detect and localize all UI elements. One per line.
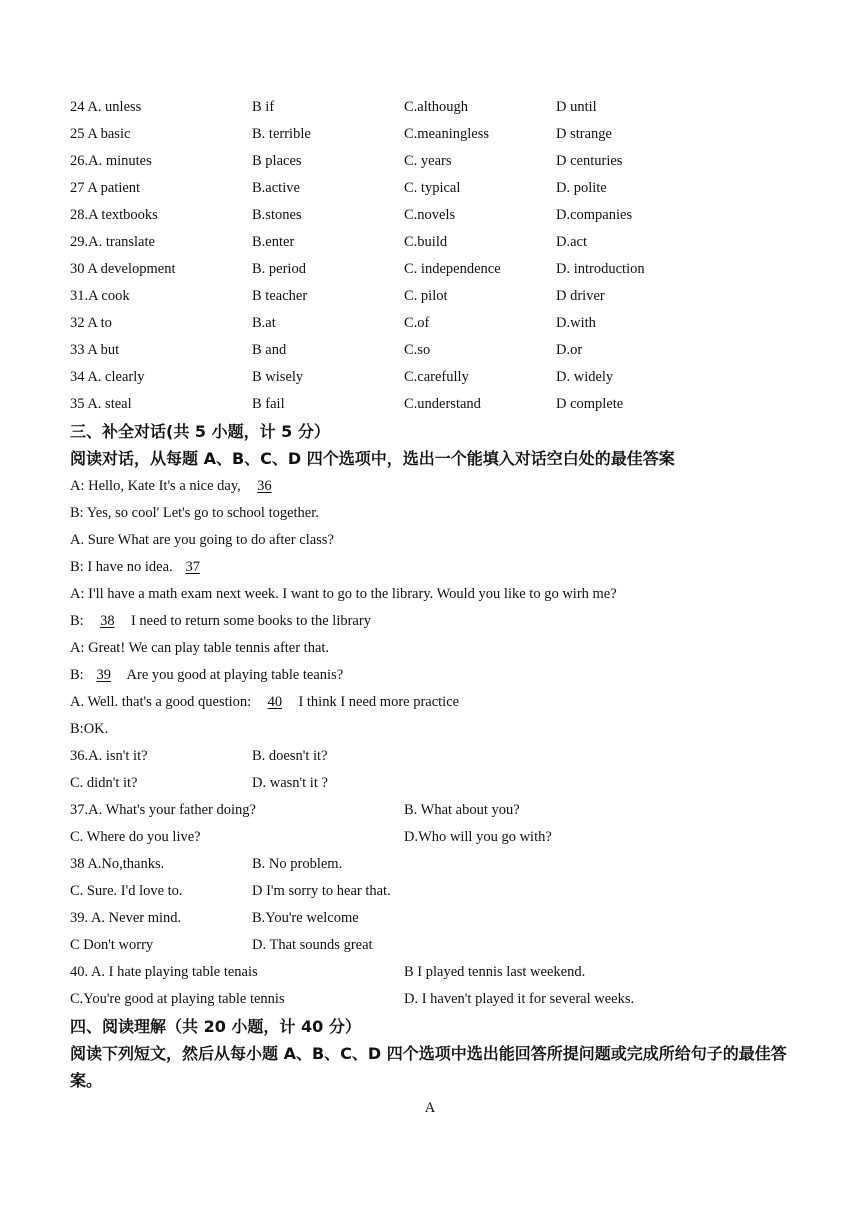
option-d: D centuries	[556, 153, 623, 169]
dialogue-line-3: A. Sure What are you going to do after class?	[70, 532, 334, 548]
dialogue-text: B:	[70, 613, 84, 629]
option-a: 35 A. steal	[70, 396, 132, 412]
dialogue-line-10: B:OK.	[70, 721, 109, 737]
option-d: D complete	[556, 396, 624, 412]
option-c: C.although	[404, 99, 469, 115]
option-b: B.at	[252, 315, 276, 331]
option-a: 38 A.No,thanks.	[70, 856, 165, 872]
dialogue-text: Are you good at playing table teanis?	[126, 667, 344, 683]
option-c: C.meaningless	[404, 126, 489, 142]
option-d: D.Who will you go with?	[404, 829, 552, 845]
option-row-40-cd	[0, 986, 860, 1013]
option-row-39	[0, 905, 860, 932]
option-b: B wisely	[252, 369, 304, 385]
option-row-34	[0, 364, 860, 391]
section-3-instruction: 阅读对话，从每题 A、B、C、D 四个选项中，选出一个能填入对话空白处的最佳答案	[70, 449, 675, 468]
option-row-32	[0, 310, 860, 337]
dialogue-line-1	[70, 473, 790, 500]
option-b: B. What about you?	[404, 802, 520, 818]
option-c: C.carefully	[404, 369, 469, 385]
section-4-title: 四、阅读理解（共 20 小题，计 40 分）	[70, 1017, 361, 1036]
option-a: 25 A basic	[70, 126, 131, 142]
option-c: C. pilot	[404, 288, 448, 304]
option-a: 29.A. translate	[70, 234, 155, 250]
option-row-26	[0, 148, 860, 175]
option-a: 28.A textbooks	[70, 207, 158, 223]
dialogue-text: A: Hello, Kate It's a nice day,	[70, 478, 241, 494]
option-c: C. years	[404, 153, 452, 169]
option-c: C.understand	[404, 396, 481, 412]
dialogue-line-9	[70, 689, 790, 716]
option-b: B if	[252, 99, 275, 115]
option-c: C Don't worry	[70, 937, 154, 953]
option-d: D. polite	[556, 180, 607, 196]
option-row-36-cd	[0, 770, 860, 797]
option-b: B. period	[252, 261, 306, 277]
option-d: D. introduction	[556, 261, 645, 277]
option-c: C. typical	[404, 180, 461, 196]
option-b: B. doesn't it?	[252, 748, 328, 764]
option-row-31	[0, 283, 860, 310]
option-d: D.with	[556, 315, 596, 331]
option-d: D.act	[556, 234, 587, 250]
option-c: C.so	[404, 342, 431, 358]
dialogue-text: I need to return some books to the library	[130, 613, 371, 629]
blank-40: 40	[267, 694, 283, 710]
option-row-35	[0, 391, 860, 418]
option-c: C.of	[404, 315, 430, 331]
blank-39: 39	[96, 667, 111, 683]
option-row-39-cd	[0, 932, 860, 959]
option-d: D until	[556, 99, 597, 115]
option-d: D.companies	[556, 207, 633, 223]
option-b: B. terrible	[252, 126, 311, 142]
option-row-40	[0, 959, 860, 986]
option-row-28	[0, 202, 860, 229]
option-row-36	[0, 743, 860, 770]
dialogue-line-8	[70, 662, 790, 689]
section-4-instruction: 阅读下列短文，然后从每小题 A、B、C、D 四个选项中选出能回答所提问题或完成所给句子的最佳答案。	[70, 1044, 787, 1090]
option-b: B fail	[252, 396, 285, 412]
option-a: 24 A. unless	[70, 99, 142, 115]
option-row-24	[0, 94, 860, 121]
option-row-37-cd	[0, 824, 860, 851]
blank-37: 37	[185, 559, 200, 575]
option-row-27	[0, 175, 860, 202]
option-b: B.active	[252, 180, 300, 196]
option-b: B.You're welcome	[252, 910, 359, 926]
dialogue-line-5: A: I'll have a math exam next week. I want to go to the library. Would you like to go wirh me?	[70, 586, 617, 602]
option-d: D. That sounds great	[252, 937, 373, 953]
option-a: 30 A development	[70, 261, 176, 277]
option-d: D. I haven't played it for several weeks.	[404, 991, 635, 1007]
blank-36: 36	[257, 478, 272, 494]
section-3-title: 三、补全对话(共 5 小题，计 5 分）	[70, 422, 330, 441]
dialogue-line-7: A: Great! We can play table tennis after that.	[70, 640, 330, 656]
blank-38: 38	[100, 613, 115, 629]
option-row-30	[0, 256, 860, 283]
option-d: D.or	[556, 342, 583, 358]
option-a: 26.A. minutes	[70, 153, 152, 169]
option-row-25	[0, 121, 860, 148]
option-c: C. independence	[404, 261, 501, 277]
option-c: C. Sure. I'd love to.	[70, 883, 183, 899]
dialogue-text: B: I have no idea.	[70, 559, 173, 575]
option-c: C. Where do you live?	[70, 829, 201, 845]
option-row-33	[0, 337, 860, 364]
option-a: 32 A to	[70, 315, 112, 331]
option-b: B places	[252, 153, 302, 169]
option-a: 27 A patient	[70, 180, 141, 196]
option-d: D. widely	[556, 369, 614, 385]
option-a: 34 A. clearly	[70, 369, 145, 385]
dialogue-text: A. Well. that's a good question:	[70, 694, 252, 710]
option-b: B.enter	[252, 234, 295, 250]
option-row-29	[0, 229, 860, 256]
dialogue-line-6	[70, 608, 790, 635]
option-d: D. wasn't it ?	[252, 775, 328, 791]
option-d: D driver	[556, 288, 605, 304]
option-a: 36.A. isn't it?	[70, 748, 148, 764]
passage-label: A	[424, 1100, 436, 1116]
dialogue-text: B:	[70, 667, 84, 683]
option-c: C.novels	[404, 207, 456, 223]
option-b: B teacher	[252, 288, 308, 304]
option-row-38	[0, 851, 860, 878]
option-b: B and	[252, 342, 287, 358]
option-b: B I played tennis last weekend.	[404, 964, 586, 980]
option-d: D strange	[556, 126, 612, 142]
option-c: C.build	[404, 234, 448, 250]
option-row-37	[0, 797, 860, 824]
option-c: C.You're good at playing table tennis	[70, 991, 285, 1007]
dialogue-line-4	[70, 554, 790, 581]
option-a: 39. A. Never mind.	[70, 910, 182, 926]
option-a: 37.A. What's your father doing?	[70, 802, 256, 818]
option-a: 31.A cook	[70, 288, 130, 304]
option-b: B. No problem.	[252, 856, 343, 872]
option-c: C. didn't it?	[70, 775, 138, 791]
option-d: D I'm sorry to hear that.	[252, 883, 391, 899]
option-b: B.stones	[252, 207, 302, 223]
option-a: 40. A. I hate playing table tenais	[70, 964, 258, 980]
dialogue-line-2: B: Yes, so cool' Let's go to school together.	[70, 505, 319, 521]
option-row-38-cd	[0, 878, 860, 905]
option-a: 33 A but	[70, 342, 120, 358]
dialogue-text: I think I need more practice	[298, 694, 460, 710]
